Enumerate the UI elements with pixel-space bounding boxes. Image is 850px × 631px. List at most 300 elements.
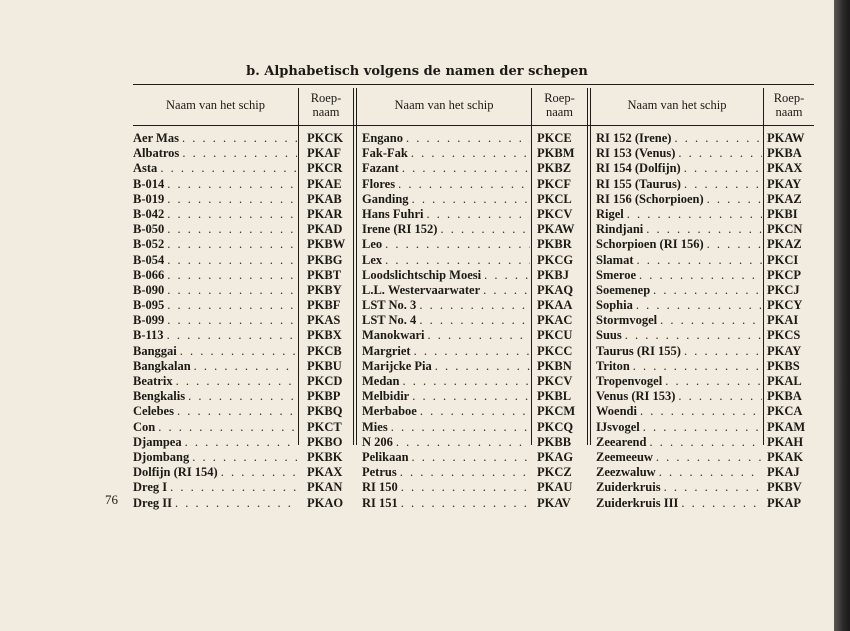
ship-name: Hans Fuhri: [362, 206, 424, 221]
header-call-sign-line1: Roep-: [310, 91, 342, 105]
ship-name: Margriet: [362, 343, 411, 358]
dot-leader: [633, 359, 762, 374]
call-sign: PKBB: [537, 434, 572, 449]
ship-name: Beatrix: [133, 374, 173, 388]
dot-leader: [167, 268, 297, 283]
call-sign: PKCV: [537, 374, 573, 388]
dot-leader: [403, 374, 531, 389]
ship-name-row: [133, 389, 297, 404]
dot-leader: [412, 192, 530, 207]
header-call-sign: [532, 86, 587, 124]
ship-name: Albatros: [133, 146, 180, 161]
ship-name-row: [133, 146, 297, 161]
dot-leader: [649, 435, 762, 450]
dot-leader: [678, 389, 762, 404]
ship-name: RI 156 (Schorpioen): [596, 191, 704, 206]
call-sign: PKBT: [307, 267, 342, 282]
header-bottom-rule: [133, 125, 814, 126]
dot-leader: [400, 465, 530, 480]
dot-leader: [167, 283, 297, 298]
call-sign: PKCJ: [767, 282, 800, 297]
call-sign: PKAY: [767, 176, 802, 191]
ship-name-row: [596, 313, 762, 328]
header-call-sign-line1: Roep-: [773, 91, 805, 105]
ship-name-row: [362, 328, 530, 343]
call-sign: PKBI: [767, 206, 798, 221]
ship-name: Flores: [362, 176, 396, 191]
ship-name: Schorpioen (RI 156): [596, 237, 704, 252]
dot-leader: [643, 420, 762, 435]
dot-leader: [192, 450, 297, 465]
dot-leader: [440, 222, 530, 237]
dot-leader: [646, 222, 762, 237]
ship-name-row: [362, 313, 530, 328]
ship-name-row: [596, 131, 762, 146]
ship-name-row: [596, 268, 762, 283]
column-divider: [590, 88, 591, 445]
header-call-sign: [764, 86, 814, 124]
ship-name-row: [133, 465, 297, 480]
ship-name-row: [596, 283, 762, 298]
call-sign: PKAD: [307, 222, 343, 237]
dot-leader: [428, 328, 531, 343]
ship-name: B-113: [133, 328, 164, 343]
call-sign: PKCV: [537, 206, 573, 221]
call-sign: PKAX: [767, 161, 803, 176]
ship-name-row: [362, 131, 530, 146]
dot-leader: [175, 496, 297, 511]
dot-leader: [636, 298, 762, 313]
call-sign: PKAM: [767, 419, 806, 434]
ship-name-row: [362, 283, 530, 298]
ship-name-row: [362, 344, 530, 359]
ship-name-row: [596, 496, 762, 511]
call-sign: PKAV: [537, 495, 571, 510]
ship-name: Asta: [133, 161, 158, 176]
ship-name-row: [362, 359, 530, 374]
dot-leader: [483, 283, 530, 298]
call-sign: PKAZ: [767, 237, 802, 252]
dot-leader: [406, 131, 530, 146]
call-sign: PKAL: [767, 374, 802, 388]
ship-name: Zeearend: [596, 434, 647, 449]
ship-name: Pelikaan: [362, 449, 409, 464]
ship-name: Merbaboe: [362, 404, 417, 419]
call-sign: PKAA: [537, 298, 573, 313]
ship-name: B-014: [133, 176, 165, 191]
dot-leader: [391, 420, 530, 435]
ship-name: Melbidir: [362, 389, 410, 404]
dot-leader: [426, 207, 530, 222]
call-sign: PKBA: [767, 389, 802, 404]
ship-name-row: [362, 496, 530, 511]
ship-name: Marijcke Pia: [362, 358, 432, 373]
call-sign: PKCS: [767, 328, 801, 343]
call-sign: PKAE: [307, 176, 342, 191]
ship-name: Dreg II: [133, 495, 173, 510]
dot-leader: [158, 420, 297, 435]
ship-name: Sophia: [596, 298, 633, 313]
dot-leader: [221, 465, 297, 480]
ship-name-row: [596, 389, 762, 404]
header-call-sign-line1: Roep-: [544, 91, 575, 105]
call-sign: PKBG: [307, 252, 343, 267]
call-sign: PKCF: [537, 176, 572, 191]
call-sign: PKCQ: [537, 419, 574, 434]
header-ship-name: Naam van het schip: [394, 98, 494, 112]
dot-leader: [401, 496, 530, 511]
call-sign: PKAF: [307, 146, 342, 161]
dot-leader: [414, 344, 530, 359]
ship-name: B-099: [133, 313, 165, 328]
ship-name-row: [133, 177, 297, 192]
dot-leader: [627, 207, 762, 222]
call-sign: PKBJ: [537, 267, 569, 282]
dot-leader: [678, 146, 762, 161]
call-sign: PKAH: [767, 434, 804, 449]
ship-name-row: [133, 374, 297, 389]
ship-name: Petrus: [362, 465, 397, 480]
call-sign: PKBM: [537, 146, 575, 161]
header-call-sign-line2: naam: [775, 105, 803, 119]
call-sign: PKBR: [537, 237, 572, 252]
ship-name-row: [596, 207, 762, 222]
ship-name: Mies: [362, 419, 388, 434]
dot-leader: [684, 161, 762, 176]
ship-name-row: [596, 359, 762, 374]
ship-name-row: [596, 344, 762, 359]
dot-leader: [167, 222, 297, 237]
ship-name: Zeezwaluw: [596, 465, 656, 480]
column-divider: [356, 88, 357, 445]
ship-name: B-019: [133, 191, 165, 206]
ship-name-row: [133, 222, 297, 237]
call-sign: PKBL: [537, 389, 572, 404]
call-sign: PKAS: [307, 313, 341, 328]
call-sign: PKAP: [767, 495, 802, 510]
call-sign: PKCT: [307, 419, 342, 434]
ship-name-row: [133, 253, 297, 268]
call-sign: PKAK: [767, 449, 804, 464]
ship-name-row: [133, 283, 297, 298]
table-top-rule: [133, 84, 814, 85]
ship-name: IJsvogel: [596, 419, 640, 434]
ship-name-row: [133, 344, 297, 359]
ship-name: Con: [133, 419, 156, 434]
ship-name-row: [133, 161, 297, 176]
ship-name-row: [596, 328, 762, 343]
ship-name-row: [133, 237, 297, 252]
call-sign: PKBF: [307, 298, 341, 313]
dot-leader: [435, 359, 530, 374]
call-sign: PKBP: [307, 389, 341, 404]
dot-leader: [396, 435, 530, 450]
dot-leader: [674, 131, 762, 146]
page-number: 76: [105, 492, 118, 507]
ship-name: Tropenvogel: [596, 374, 663, 388]
dot-leader: [412, 389, 530, 404]
ship-name-row: [596, 222, 762, 237]
dot-leader: [180, 344, 297, 359]
ship-name: Rindjani: [596, 222, 644, 237]
ship-name-row: [362, 435, 530, 450]
call-sign: PKCC: [537, 343, 573, 358]
ship-name-row: [133, 435, 297, 450]
ship-name: RI 152 (Irene): [596, 131, 672, 145]
call-sign: PKCK: [307, 131, 344, 145]
call-sign: PKCZ: [537, 465, 572, 480]
ship-name: Medan: [362, 374, 400, 388]
ship-name: Ganding: [362, 191, 409, 206]
ship-name-row: [362, 268, 530, 283]
ship-name: RI 153 (Venus): [596, 146, 676, 161]
dot-leader: [659, 465, 762, 480]
column-divider: [298, 88, 299, 445]
ship-name: Bangkalan: [133, 358, 191, 373]
dot-leader: [420, 404, 530, 419]
ship-name: L.L. Westervaarwater: [362, 282, 481, 297]
dot-leader: [653, 283, 762, 298]
ship-name: Dolfijn (RI 154): [133, 465, 218, 480]
ship-name: B-052: [133, 237, 165, 252]
ship-name-row: [362, 450, 530, 465]
dot-leader: [684, 177, 762, 192]
ship-name: Smeroe: [596, 267, 637, 282]
ship-name: Aer Mas: [133, 131, 179, 145]
ship-name-row: [362, 192, 530, 207]
dot-leader: [411, 146, 530, 161]
ship-name: Banggai: [133, 343, 177, 358]
ship-name: Loodslichtschip Moesi: [362, 267, 482, 282]
dot-leader: [707, 237, 762, 252]
dot-leader: [637, 253, 763, 268]
call-sign: PKAQ: [537, 282, 574, 297]
ship-name: Taurus (RI 155): [596, 343, 681, 358]
ship-name-row: [133, 496, 297, 511]
call-signs-column-1: [307, 131, 353, 511]
column-divider: [763, 88, 764, 445]
ship-name: Woendi: [596, 404, 637, 419]
ship-name: Rigel: [596, 206, 624, 221]
dot-leader: [656, 450, 762, 465]
dot-leader: [664, 480, 762, 495]
ship-name-row: [596, 374, 762, 389]
section-title: b. Alphabetisch volgens de namen der schepen: [246, 64, 588, 79]
ship-name: Fazant: [362, 161, 399, 176]
ship-name-row: [133, 328, 297, 343]
ship-name-row: [133, 268, 297, 283]
dot-leader: [177, 404, 297, 419]
call-sign: PKCL: [537, 191, 572, 206]
ship-name: B-095: [133, 298, 165, 313]
ship-name: RI 155 (Taurus): [596, 176, 681, 191]
ship-name: Dreg I: [133, 480, 168, 495]
dot-leader: [167, 237, 297, 252]
ship-name-row: [596, 237, 762, 252]
ship-name-row: [362, 222, 530, 237]
call-signs-column-2: [537, 131, 587, 511]
ship-name-row: [596, 465, 762, 480]
ship-name-row: [596, 480, 762, 495]
ship-name-row: [596, 161, 762, 176]
call-sign: PKAJ: [767, 465, 800, 480]
ship-names-column-2: [362, 131, 530, 511]
dot-leader: [419, 313, 530, 328]
ship-name-row: [596, 450, 762, 465]
ship-name: Slamat: [596, 252, 634, 267]
ship-name: RI 150: [362, 480, 398, 495]
dot-leader: [385, 253, 530, 268]
ship-name: N 206: [362, 434, 393, 449]
ship-name-row: [133, 450, 297, 465]
dot-leader: [665, 374, 762, 389]
ship-names-column-3: [596, 131, 762, 511]
header-call-sign: [299, 86, 353, 124]
call-sign: PKBO: [307, 434, 343, 449]
ship-name-row: [596, 298, 762, 313]
ship-name-row: [362, 177, 530, 192]
dot-leader: [385, 237, 530, 252]
ship-name: Djampea: [133, 434, 182, 449]
ship-name: B-066: [133, 267, 165, 282]
dot-leader: [167, 313, 297, 328]
ship-name-row: [596, 253, 762, 268]
call-sign: PKCN: [767, 222, 803, 237]
ship-name: Venus (RI 153): [596, 389, 676, 404]
ship-name-row: [596, 420, 762, 435]
book-spine-edge: [834, 0, 850, 631]
ship-name-row: [362, 161, 530, 176]
dot-leader: [182, 131, 297, 146]
ship-name: Celebes: [133, 404, 174, 419]
call-sign: PKCG: [537, 252, 574, 267]
header-call-sign-line2: naam: [545, 105, 574, 119]
ship-name: Suus: [596, 328, 622, 343]
call-sign: PKBK: [307, 449, 343, 464]
ship-name: Fak-Fak: [362, 146, 408, 161]
ship-name-row: [133, 359, 297, 374]
column-divider: [531, 88, 532, 445]
ship-name: Manokwari: [362, 328, 425, 343]
dot-leader: [167, 192, 297, 207]
dot-leader: [707, 192, 762, 207]
dot-leader: [639, 268, 762, 283]
call-sign: PKCD: [307, 374, 343, 388]
call-sign: PKCM: [537, 404, 576, 419]
ship-name-row: [362, 298, 530, 313]
ship-name-row: [362, 253, 530, 268]
ship-name: B-054: [133, 252, 165, 267]
call-sign: PKAR: [307, 206, 343, 221]
dot-leader: [167, 328, 297, 343]
dot-leader: [681, 496, 762, 511]
ship-name-row: [362, 146, 530, 161]
dot-leader: [625, 328, 762, 343]
call-sign: PKBY: [307, 282, 342, 297]
ship-name-row: [362, 404, 530, 419]
ship-name-row: [596, 177, 762, 192]
ship-name-row: [362, 465, 530, 480]
header-call-sign-line2: naam: [312, 105, 340, 119]
call-sign: PKAB: [307, 191, 342, 206]
ship-name-row: [133, 298, 297, 313]
dot-leader: [167, 298, 297, 313]
call-sign: PKCE: [537, 131, 572, 145]
dot-leader: [684, 344, 762, 359]
dot-leader: [167, 253, 297, 268]
call-sign: PKCU: [537, 328, 573, 343]
dot-leader: [401, 480, 530, 495]
call-sign: PKAX: [307, 465, 343, 480]
ship-name-row: [133, 404, 297, 419]
ship-name-row: [362, 420, 530, 435]
call-sign: PKAI: [767, 313, 799, 328]
ship-name: Irene (RI 152): [362, 222, 438, 237]
dot-leader: [640, 404, 762, 419]
call-sign: PKBN: [537, 358, 572, 373]
dot-leader: [167, 177, 297, 192]
ship-name: RI 154 (Dolfijn): [596, 161, 681, 176]
call-sign: PKAY: [767, 343, 802, 358]
ship-name-row: [133, 192, 297, 207]
column-divider: [353, 88, 354, 445]
ship-name: Triton: [596, 358, 630, 373]
call-sign: PKAN: [307, 480, 343, 495]
ship-name-row: [133, 207, 297, 222]
call-signs-column-3: [767, 131, 814, 511]
ship-name-row: [362, 207, 530, 222]
call-sign: PKCY: [767, 298, 803, 313]
ship-name-row: [362, 389, 530, 404]
ship-name: Leo: [362, 237, 383, 252]
ship-name: B-090: [133, 282, 165, 297]
ship-name: LST No. 4: [362, 313, 417, 328]
call-sign: PKCP: [767, 267, 802, 282]
ship-name: Djombang: [133, 449, 190, 464]
call-sign: PKAW: [537, 222, 575, 237]
dot-leader: [188, 389, 297, 404]
ship-name: Bengkalis: [133, 389, 186, 404]
call-sign: PKAO: [307, 495, 344, 510]
ship-name-row: [133, 313, 297, 328]
call-sign: PKBZ: [537, 161, 572, 176]
dot-leader: [176, 374, 297, 389]
dot-leader: [660, 313, 762, 328]
dot-leader: [194, 359, 297, 374]
call-sign: PKAC: [537, 313, 573, 328]
ship-name-row: [596, 192, 762, 207]
dot-leader: [185, 435, 297, 450]
ship-name-row: [362, 237, 530, 252]
dot-leader: [412, 450, 530, 465]
ship-name-row: [596, 404, 762, 419]
ship-name-row: [133, 131, 297, 146]
dot-leader: [419, 298, 530, 313]
ship-name-row: [362, 480, 530, 495]
ship-name: Zuiderkruis III: [596, 495, 679, 510]
ship-name: RI 151: [362, 495, 398, 510]
ship-name-row: [362, 374, 530, 389]
call-sign: PKBS: [767, 358, 800, 373]
dot-leader: [170, 480, 297, 495]
dot-leader: [402, 161, 530, 176]
ship-name: B-050: [133, 222, 165, 237]
ship-name: B-042: [133, 206, 165, 221]
ship-name: Stormvogel: [596, 313, 658, 328]
ship-name-row: [133, 420, 297, 435]
dot-leader: [167, 207, 297, 222]
dot-leader: [484, 268, 530, 283]
